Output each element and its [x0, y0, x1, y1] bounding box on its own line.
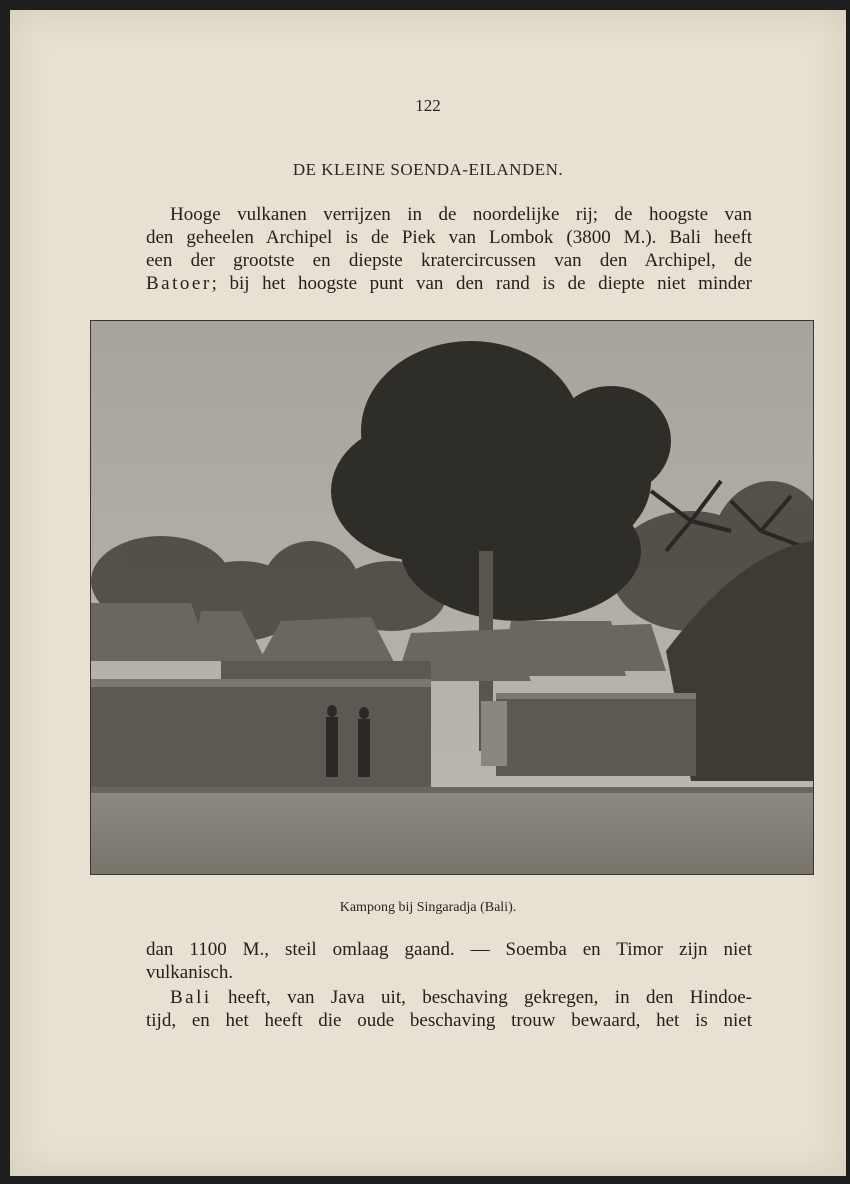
road-edge — [91, 787, 813, 793]
text-line: vulkanisch. — [146, 962, 234, 983]
spaced-word-bali: Bali — [170, 987, 212, 1008]
paragraph-volcanoes — [146, 203, 752, 295]
text-line: den geheelen Archipel is de Piek van Lombok (3800 M.). Bali heeft — [146, 227, 752, 248]
page-number: 122 — [415, 96, 441, 115]
photograph-kampong — [90, 320, 814, 875]
figure-caption: Kampong bij Singaradja (Bali). — [339, 900, 517, 915]
text-line-rest: heeft, van Java uit, beschaving gekregen, in den Hindoe- — [211, 987, 752, 1008]
book-page — [10, 10, 846, 1176]
road — [91, 791, 813, 874]
text-line — [146, 272, 752, 295]
gate-pillar — [481, 701, 507, 766]
text-line-rest: ; bij het hoogste punt van den rand is de diepte niet minder — [211, 273, 752, 294]
text-line: Hooge vulkanen verrijzen in de noordelijke rij; de hoogste van — [170, 204, 752, 225]
text-line: tijd, en het heeft die oude beschaving trouw bewaard, het is niet — [146, 1010, 752, 1031]
text-line: dan 1100 M., steil omlaag gaand. — Soemba en Timor zijn niet — [146, 939, 752, 960]
photo-illustration — [91, 321, 813, 874]
text-line — [146, 986, 752, 1009]
text-line: een der grootste en diepste kratercircussen van den Archipel, de — [146, 250, 752, 271]
spaced-word-batoer: Batoer — [146, 273, 212, 294]
paragraph-bali — [146, 986, 752, 1032]
chapter-title: DE KLEINE SOENDA-EILANDEN. — [292, 160, 564, 179]
paragraph-soemba-timor — [146, 938, 752, 984]
